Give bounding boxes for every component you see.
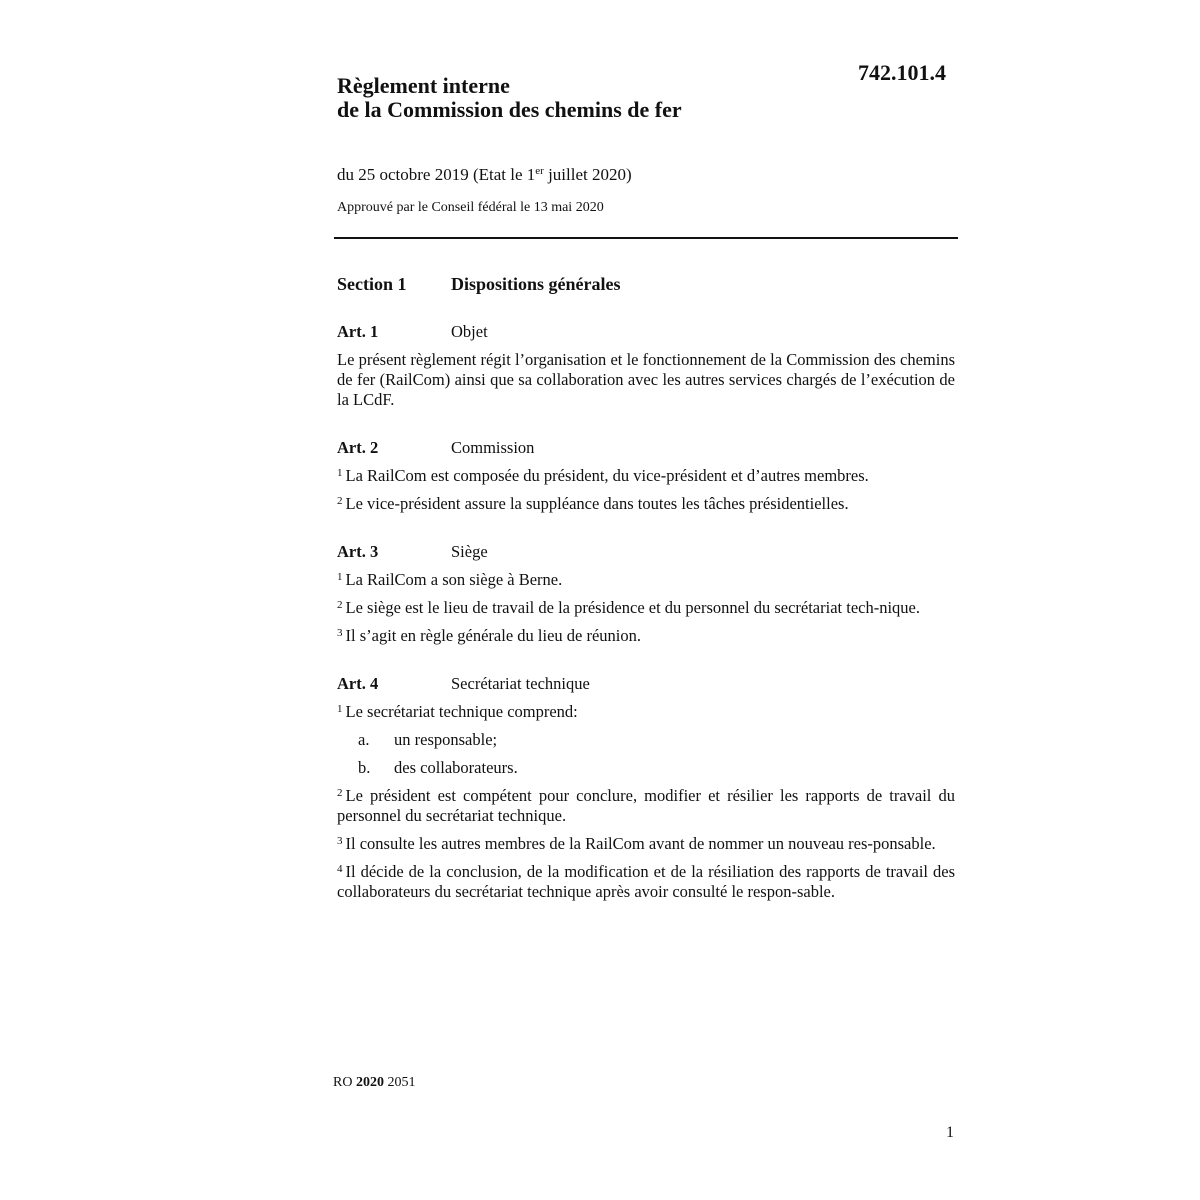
ro-page: 2051 <box>383 1075 416 1090</box>
paragraph-text: Il s’agit en règle générale du lieu de réunion. <box>345 626 642 645</box>
paragraph-text: Le siège est le lieu de travail de la présidence et du personnel du secrétariat tech-nique. <box>345 598 920 617</box>
article-paragraph <box>337 570 955 590</box>
title-line-1: Règlement interne <box>337 73 510 98</box>
paragraph-text: Il consulte les autres membres de la RailCom avant de nommer un nouveau res-ponsable. <box>345 834 936 853</box>
article-paragraph <box>337 786 955 826</box>
title-line-2: de la Commission des chemins de fer <box>337 97 682 122</box>
section-heading <box>337 272 955 296</box>
article-paragraph: Le présent règlement régit l’organisation et le fonctionnement de la Commission des chemins de fer (RailCom) ainsi que sa collaboration avec les autres services chargés de l’exécution de la LCdF. <box>337 350 955 409</box>
date-superscript: er <box>535 165 544 177</box>
section-label: Section 1 <box>337 274 407 294</box>
paragraph-number: 2 <box>337 599 343 611</box>
ro-year: 2020 <box>355 1075 384 1090</box>
article-label: Art. 4 <box>337 674 379 693</box>
footer-ro-reference <box>333 1075 415 1091</box>
list-letter: a. <box>358 730 370 749</box>
list-item <box>337 758 955 778</box>
paragraph-number: 1 <box>337 703 343 715</box>
page-number: 1 <box>946 1124 954 1141</box>
header-divider <box>334 237 958 239</box>
article-heading <box>337 322 955 342</box>
approval-note: Approuvé par le Conseil fédéral le 13 mai 2020 <box>337 200 604 215</box>
paragraph-number: 1 <box>337 467 343 479</box>
article-paragraph <box>337 626 955 646</box>
article-heading <box>337 438 955 458</box>
article-label: Art. 2 <box>337 438 379 457</box>
article-label: Art. 1 <box>337 322 379 341</box>
date-prefix: du 25 octobre 2019 (Etat le 1 <box>337 165 536 184</box>
list-text: des collaborateurs. <box>394 758 518 777</box>
paragraph-text: La RailCom a son siège à Berne. <box>345 570 563 589</box>
article-paragraph <box>337 862 955 902</box>
paragraph-number: 2 <box>337 495 343 507</box>
date-suffix: juillet 2020) <box>543 165 632 184</box>
document-title <box>337 74 682 122</box>
paragraph-number: 3 <box>337 835 343 847</box>
ro-prefix: RO <box>333 1075 356 1090</box>
article-paragraph <box>337 494 955 514</box>
paragraph-number: 4 <box>337 863 343 875</box>
list-item <box>337 730 955 750</box>
article-paragraph <box>337 702 955 722</box>
paragraph-number: 3 <box>337 627 343 639</box>
paragraph-text: La RailCom est composée du président, du vice-président et d’autres membres. <box>345 466 869 485</box>
section-title: Dispositions générales <box>451 274 621 294</box>
list-letter: b. <box>358 758 371 777</box>
article-title: Commission <box>451 438 535 457</box>
paragraph-text: Il décide de la conclusion, de la modification et de la résiliation des rapports de travail des collaborateurs du secrétariat technique après avoir consulté le respon-sable. <box>337 862 955 901</box>
article-label: Art. 3 <box>337 542 379 561</box>
article-title: Secrétariat technique <box>451 674 590 693</box>
article-title: Objet <box>451 322 488 341</box>
document-body <box>337 272 955 902</box>
paragraph-number: 2 <box>337 787 343 799</box>
article-title: Siège <box>451 542 488 561</box>
article-paragraph <box>337 598 955 618</box>
article-paragraph <box>337 834 955 854</box>
paragraph-number: 1 <box>337 571 343 583</box>
sr-number: 742.101.4 <box>858 60 946 85</box>
paragraph-text: Le vice-président assure la suppléance dans toutes les tâches présidentielles. <box>345 494 849 513</box>
list-text: un responsable; <box>394 730 498 749</box>
paragraph-text: Le secrétariat technique comprend: <box>345 702 578 721</box>
article-paragraph <box>337 466 955 486</box>
article-heading <box>337 674 955 694</box>
article-heading <box>337 542 955 562</box>
paragraph-text: Le président est compétent pour conclure, modifier et résilier les rapports de travail du personnel du secrétariat technique. <box>337 786 955 825</box>
document-date <box>337 165 632 185</box>
